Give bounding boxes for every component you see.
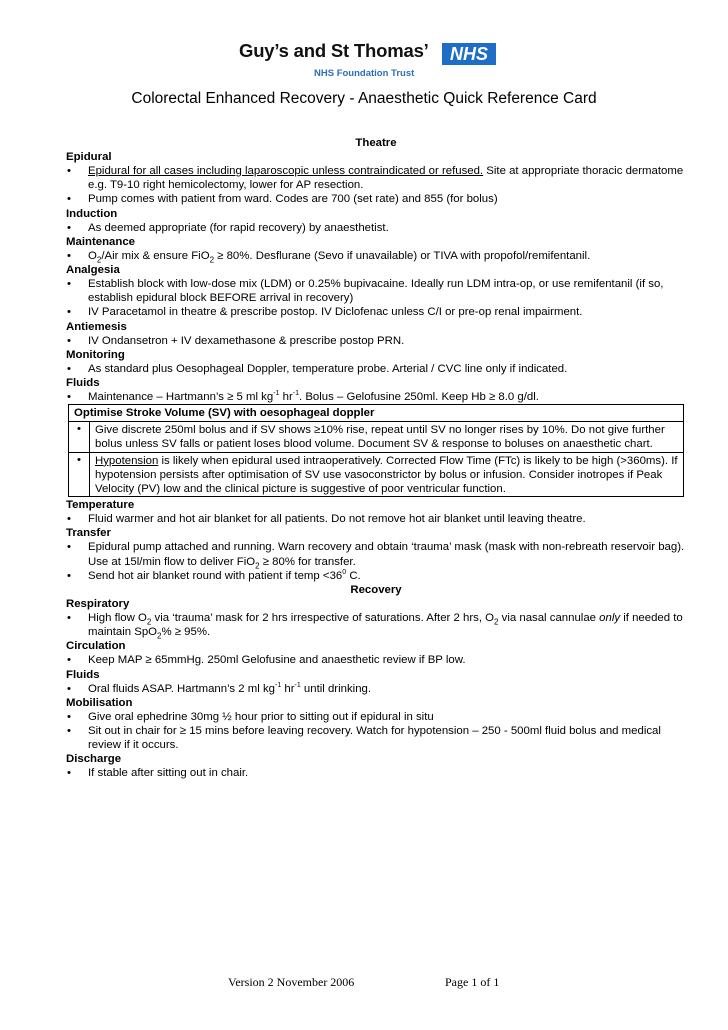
stroke-volume-text-2: Hypotension is likely when epidural used intraoperatively. Corrected Flow Time (FTc) is likely to be high (>360ms). If hypotension persists after optimisation of SV use vasoconstrictor by bolus or infusion. Consider inotropes if Peak Velocity (PV) low and the clinical picture is suggestive of poor ventricular function. [95,454,678,496]
temperature-bullet-1: • Fluid warmer and hot air blanket for all patients. Do not remove hot air blanket until leaving theatre. [66,512,686,526]
respiratory-bullet-1: • High flow $O_2$ via ‘trauma’ mask for 2 hrs irrespective of saturations. After 2 hrs, $O_2$ via nasal cannulae only if needed to maintain SpO$_2$% ≥ 95%. [66,611,686,639]
recovery-heading: Recovery [350,584,402,597]
transfer-bullet-2: • Send hot air blanket round with patient if temp $<36^0$ C. [66,569,686,583]
respiratory-heading: Respiratory [66,598,130,611]
footer-version: Version 2 November 2006 [228,975,355,989]
induction-bullet-1: • As deemed appropriate (for rapid recovery) by anaesthetist. [66,221,686,235]
maintenance-bullet-1: • $O_2$/Air mix & ensure FiO$_2$ ≥ 80%. Desflurane (Sevo if unavailable) or TIVA with propofol/remifentanil. [66,249,686,263]
mobilisation-heading: Mobilisation [66,696,133,709]
stroke-volume-box [68,404,684,497]
analgesia-bullet-1: • Establish block with low-dose mix (LDM) or 0.25% bupivacaine. Ideally run LDM intra-op, or use remifentanil (if so, establish epidural block BEFORE arrival in recovery) [66,277,686,305]
discharge-heading: Discharge [66,753,122,766]
maintenance-heading: Maintenance [66,235,135,248]
recovery-fluids-bullet-1: • Oral fluids ASAP. Hartmann’s 2 ml $kg^{-1}$ $hr^{-1}$ until drinking. [66,682,686,696]
stroke-volume-heading: Optimise Stroke Volume (SV) with oesophageal doppler [69,405,683,422]
page-footer [0,975,728,989]
mobilisation-bullet-1: • Give oral ephedrine 30mg ½ hour prior to sitting out if epidural in situ [66,710,686,724]
epidural-bullet-2: • Pump comes with patient from ward. Codes are 700 (set rate) and 855 (for bolus) [66,192,686,206]
hypotension-underlined: Hypotension [95,454,159,467]
document-title: Colorectal Enhanced Recovery - Anaesthetic Quick Reference Card [131,90,597,107]
circulation-bullet-1: • Keep MAP ≥ 65mmHg. 250ml Gelofusine and anaesthetic review if BP low. [66,653,686,667]
circulation-heading: Circulation [66,640,126,653]
analgesia-bullet-2: • IV Paracetamol in theatre & prescribe postop. IV Diclofenac unless C/I or pre-op renal impairment. [66,305,686,319]
mobilisation-bullet-2: • Sit out in chair for ≥ 15 mins before leaving recovery. Watch for hypotension – 250 - 500ml fluid bolus and medical review if it occurs. [66,724,686,752]
org-name: Guy’s and St Thomas’ [239,40,429,61]
footer-page-number: Page 1 of 1 [445,975,500,989]
trust-logo [239,40,499,80]
trust-name: NHS Foundation Trust [314,68,415,79]
induction-heading: Induction [66,207,118,220]
stroke-volume-text-1: Give discrete 250ml bolus and if SV shows ≥10% rise, repeat until SV no longer rises by 10%. Do not give further bolus unless SV falls or patient loses blood volume. Document SV & response to boluses on anaesthetic chart. [95,424,665,451]
card-content [66,136,686,781]
monitoring-heading: Monitoring [66,348,125,361]
antiemesis-bullet-1: • IV Ondansetron + IV dexamethasone & prescribe postop PRN. [66,334,686,348]
nhs-logo: NHS [442,43,496,65]
recovery-fluids-heading: Fluids [66,668,100,681]
bullet-icon: • [69,453,90,497]
stroke-volume-row-1 [69,422,683,451]
transfer-bullet-1: • Epidural pump attached and running. Warn recovery and obtain ‘trauma’ mask (mask with non-rebreath reservoir bag). Use at 15l/min flow to deliver FiO$_2$ ≥ 80% for transfer. [66,540,686,568]
analgesia-heading: Analgesia [66,264,120,277]
antiemesis-heading: Antiemesis [66,320,127,333]
monitoring-bullet-1: • As standard plus Oesophageal Doppler, temperature probe. Arterial / CVC line only if indicated. [66,362,686,376]
transfer-heading: Transfer [66,527,111,540]
epidural-bullet-1: • Epidural for all cases including laparoscopic unless contraindicated or refused. Site at appropriate thoracic dermatome e.g. T9-10 right hemicolectomy, lower for AP resection. [66,164,686,192]
discharge-bullet-1: • If stable after sitting out in chair. [66,766,686,780]
epidural-heading: Epidural [66,151,112,163]
temperature-heading: Temperature [66,499,135,512]
fluids-bullet-1: • Maintenance – Hartmann’s ≥ 5 ml $kg^{-1}$ $hr^{-1}$. Bolus – Gelofusine 250ml. Keep Hb ≥ 8.0 g/dl. [66,390,686,404]
bullet-icon: • [69,422,90,451]
epidural-underlined-text: Epidural for all cases including laparoscopic unless contraindicated or refused. [88,165,484,177]
fluids-heading: Fluids [66,377,100,390]
stroke-volume-row-2 [69,452,683,497]
theatre-heading: Theatre [355,137,397,149]
